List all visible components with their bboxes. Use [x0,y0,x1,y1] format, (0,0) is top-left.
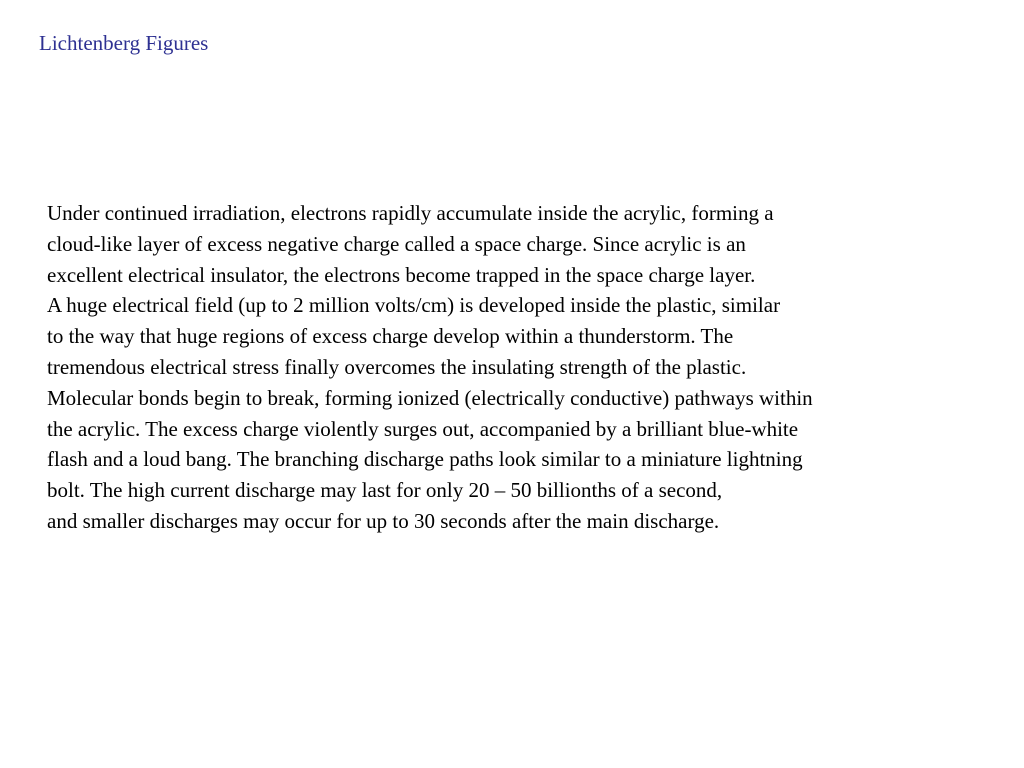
body-line: Under continued irradiation, electrons rapidly accumulate inside the acrylic, forming a [47,201,774,225]
body-line: flash and a loud bang. The branching discharge paths look similar to a miniature lightning [47,447,803,472]
slide-body [47,198,1007,537]
body-line: and smaller discharges may occur for up to 30 seconds after the main discharge. [47,508,720,533]
slide-title: Lichtenberg Figures [39,31,209,55]
body-line: cloud-like layer of excess negative charge called a space charge. Since acrylic is an [47,231,746,256]
body-line: excellent electrical insulator, the electrons become trapped in the space charge layer. [47,262,756,287]
body-line: A huge electrical field (up to 2 million volts/cm) is developed inside the plastic, similar [47,293,781,318]
body-line: to the way that huge regions of excess charge develop within a thunderstorm. The [47,324,734,349]
body-line: Molecular bonds begin to break, forming ionized (electrically conductive) pathways within [47,385,813,410]
body-line: bolt. The high current discharge may last for only 20 – 50 billionths of a second, [47,478,723,503]
body-line: the acrylic. The excess charge violently surges out, accompanied by a brilliant blue-white [47,416,799,441]
body-line: tremendous electrical stress finally overcomes the insulating strength of the plastic. [47,354,747,379]
